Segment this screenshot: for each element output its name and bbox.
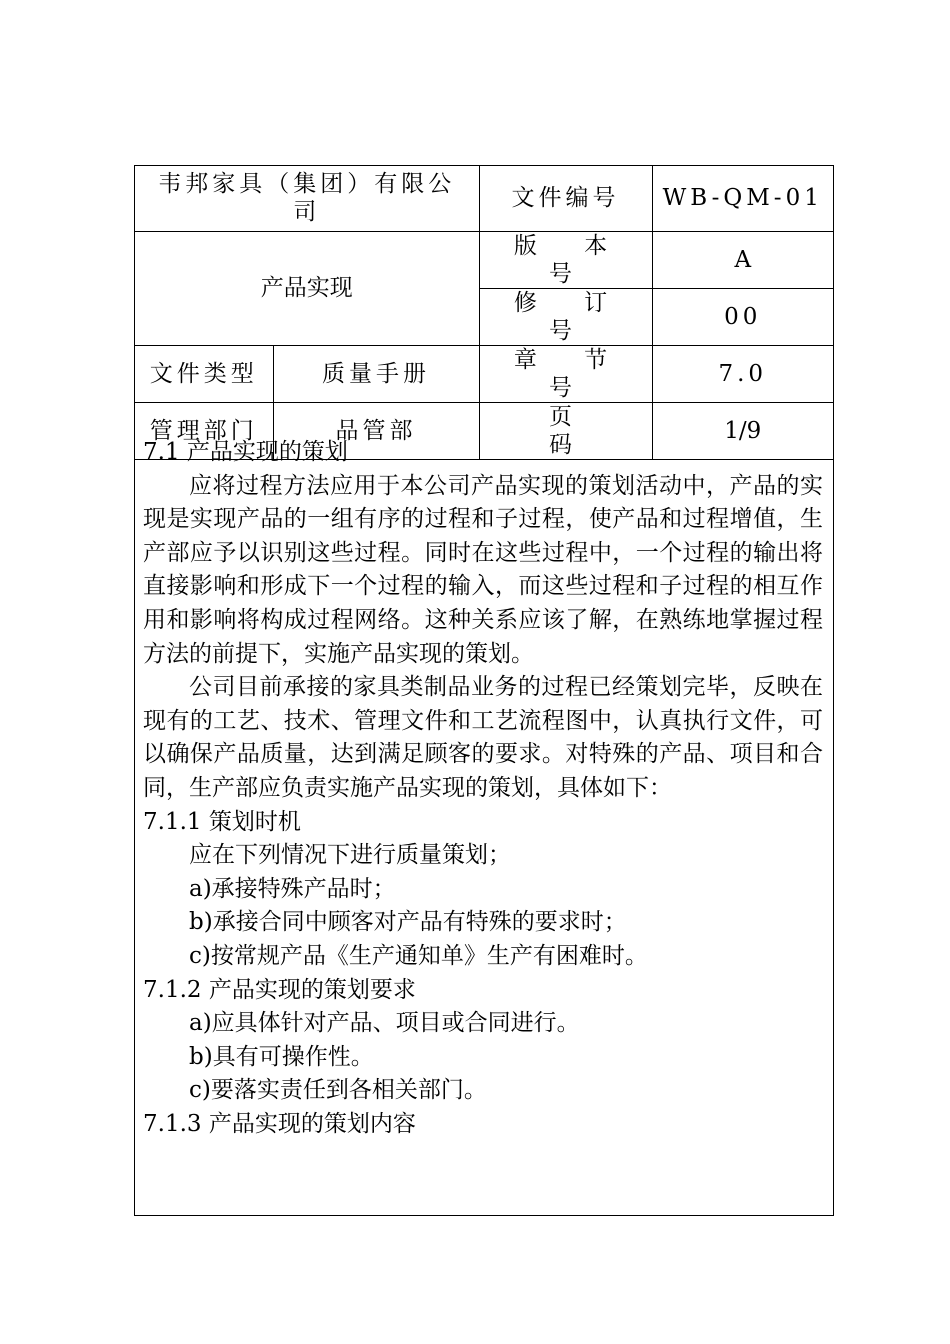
department-value: 品管部 xyxy=(273,402,479,459)
list-item: c)要落实责任到各相关部门。 xyxy=(189,1077,487,1104)
list-item: a)承接特殊产品时； xyxy=(189,875,396,902)
page-label: 页 码 xyxy=(479,402,652,459)
list-item: a)应具体针对产品、项目或合同进行。 xyxy=(189,1010,580,1037)
section-heading-7-1-1: 7.1.1 策划时机 xyxy=(143,808,301,835)
doc-type-value: 质量手册 xyxy=(273,345,479,402)
revision-label: 修 订 号 xyxy=(479,288,652,345)
doc-number: WB-QM-01 xyxy=(652,166,833,231)
document-title: 产品实现 xyxy=(135,231,479,345)
doc-type-label: 文件类型 xyxy=(135,345,273,402)
document-body xyxy=(135,434,833,1141)
list-item: b)具有可操作性。 xyxy=(189,1043,374,1070)
body-paragraph: 应将过程方法应用于本公司产品实现的策划活动中，产品的实现是实现产品的一组有序的过程和子过程，使产品和过程增值，生产部应予以识别这些过程。同时在这些过程中，一个过程的输出将直接影响和形成下一个过程的输入，而这些过程和子过程的相互作用和影响将构成过程网络。这种关系应该了解，在熟练地掌握过程方法的前提下，实施产品实现的策划。 xyxy=(143,472,823,667)
document-frame xyxy=(134,165,834,1216)
version-value: A xyxy=(652,231,833,288)
list-item: b)承接合同中顾客对产品有特殊的要求时； xyxy=(189,909,627,936)
section-heading-7-1-2: 7.1.2 产品实现的策划要求 xyxy=(143,976,416,1003)
document-header-table xyxy=(135,166,833,460)
section-heading-7-1-3: 7.1.3 产品实现的策划内容 xyxy=(143,1110,416,1137)
chapter-label: 章 节 号 xyxy=(479,345,652,402)
company-name: 韦邦家具（集团）有限公司 xyxy=(135,166,479,231)
chapter-value: 7.0 xyxy=(652,345,833,402)
body-paragraph: 应在下列情况下进行质量策划； xyxy=(189,842,511,869)
department-label: 管理部门 xyxy=(135,402,273,459)
revision-value: 00 xyxy=(652,288,833,345)
version-label: 版 本 号 xyxy=(479,231,652,288)
doc-number-label: 文件编号 xyxy=(479,166,652,231)
page-number: 1/9 xyxy=(652,402,833,459)
list-item: c)按常规产品《生产通知单》生产有困难时。 xyxy=(189,942,648,969)
section-heading-7-1: 7.1 产品实现的策划 xyxy=(143,439,348,465)
body-paragraph: 公司目前承接的家具类制品业务的过程已经策划完毕，反映在现有的工艺、技术、管理文件和工艺流程图中，认真执行文件，可以确保产品质量，达到满足顾客的要求。对特殊的产品、项目和合同，生产部应负责实施产品实现的策划，具体如下： xyxy=(143,674,823,801)
